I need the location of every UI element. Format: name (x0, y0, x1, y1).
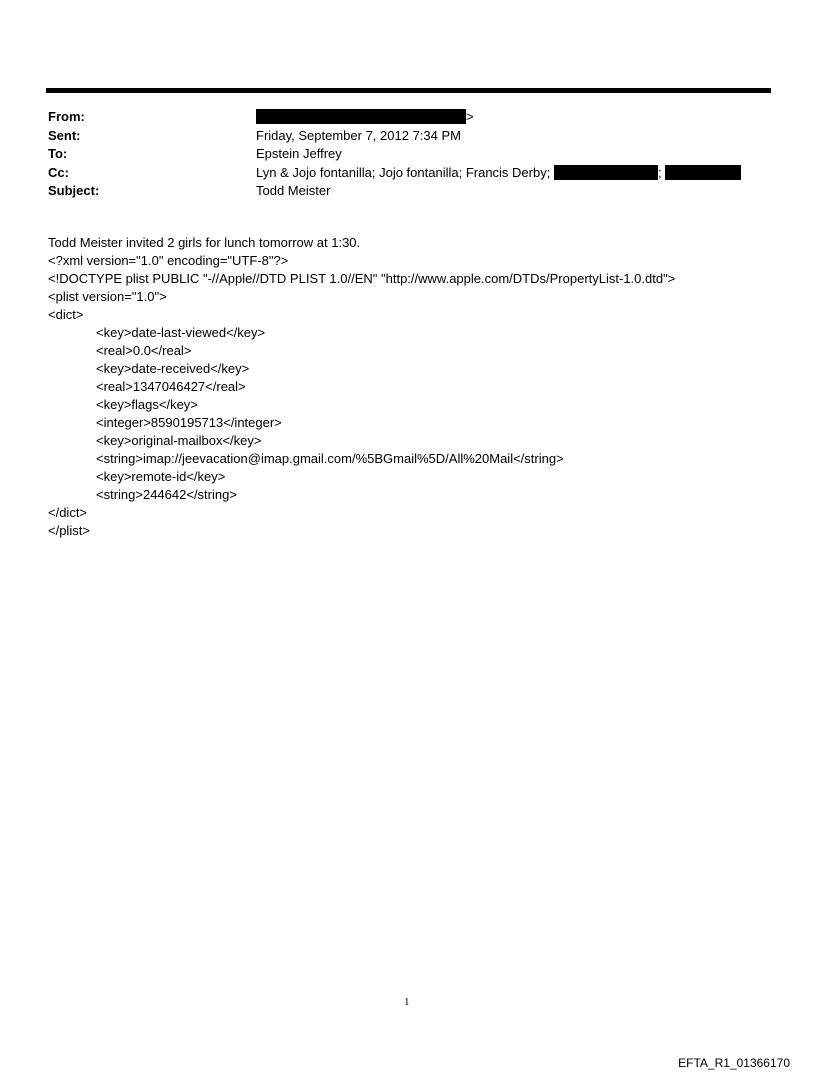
subject-value: Todd Meister (256, 183, 331, 198)
dict-open-line: <dict> (48, 307, 84, 322)
doctype-line: <!DOCTYPE plist PUBLIC "-//Apple//DTD PLIST 1.0//EN" "http://www.apple.com/DTDs/PropertyList-1.0.dtd"> (48, 271, 676, 286)
sent-label: Sent: (48, 127, 81, 143)
redaction-block (665, 165, 741, 180)
cc-separator: ; (657, 164, 662, 180)
subject-row (48, 182, 768, 201)
to-label: To: (48, 146, 68, 161)
cc-label: Cc: (48, 164, 69, 180)
header-divider (46, 88, 771, 93)
to-value: Epstein Jeffrey (256, 146, 342, 161)
dict-close-line: </dict> (48, 505, 88, 520)
cc-value (256, 164, 741, 182)
plist-entry-line: <string>244642</string> (96, 487, 237, 502)
redaction-block (256, 109, 466, 124)
plist-open-line: <plist version="1.0"> (48, 289, 167, 304)
sent-value: Friday, September 7, 2012 7:34 PM (256, 127, 461, 143)
email-body (48, 234, 778, 540)
to-row (48, 145, 768, 164)
xml-declaration-line: <?xml version="1.0" encoding="UTF-8"?> (48, 253, 289, 268)
plist-entry-line: <key>original-mailbox</key> (96, 433, 262, 448)
redaction-block (554, 165, 658, 180)
body-text-line: Todd Meister invited 2 girls for lunch tomorrow at 1:30. (48, 235, 361, 250)
cc-names: Lyn & Jojo fontanilla; Jojo fontanilla; Francis Derby; (256, 164, 551, 180)
subject-label: Subject: (48, 183, 100, 198)
sent-row (48, 127, 768, 146)
plist-entry-line: <key>flags</key> (96, 397, 198, 412)
plist-close-line: </plist> (48, 523, 90, 538)
from-label: From: (48, 109, 85, 124)
plist-entry-line: <key>date-received</key> (96, 361, 250, 376)
page-number: 1 (404, 996, 410, 1008)
from-value (256, 108, 474, 126)
bates-number: EFTA_R1_01366170 (678, 1056, 790, 1070)
plist-entry-line: <key>date-last-viewed</key> (96, 325, 266, 340)
from-suffix: > (466, 109, 474, 124)
plist-entry-line: <real>0.0</real> (96, 343, 192, 358)
cc-row (48, 164, 768, 183)
email-header (48, 108, 768, 201)
plist-entry-line: <real>1347046427</real> (96, 379, 246, 394)
plist-entry-line: <string>imap://jeevacation@imap.gmail.com/%5BGmail%5D/All%20Mail</string> (96, 451, 564, 466)
plist-entry-line: <integer>8590195713</integer> (96, 415, 282, 430)
from-row (48, 108, 768, 127)
plist-entry-line: <key>remote-id</key> (96, 469, 226, 484)
